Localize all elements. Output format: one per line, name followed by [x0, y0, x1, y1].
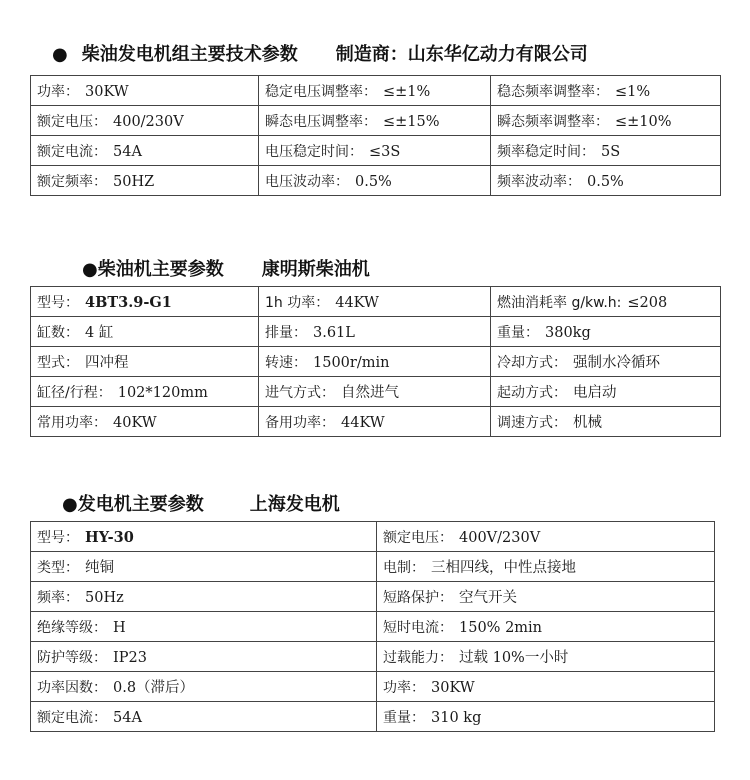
spec-cell [259, 317, 491, 347]
spec-label: 瞬态电压调整率： [265, 113, 377, 130]
spec-label: 额定电压： [37, 113, 107, 130]
spec-value: ≤±15% [383, 113, 440, 130]
spec-value: IP23 [113, 649, 147, 666]
spec-value: ≤208 [627, 294, 668, 311]
spec-value: 3.61L [313, 324, 355, 341]
section2-heading [82, 255, 370, 281]
spec-value: ≤1% [615, 83, 651, 100]
section2-title: 柴油机主要参数 [97, 259, 224, 280]
spec-label: 型式： [37, 355, 79, 371]
spec-value: 44KW [335, 294, 379, 311]
spec-value: 400/230V [113, 113, 184, 130]
section3-heading [62, 490, 340, 516]
spec-value: 空气开关 [459, 590, 517, 606]
spec-value: HY-30 [85, 528, 134, 546]
spec-cell [259, 287, 491, 317]
spec-cell [259, 407, 491, 437]
spec-label: 频率波动率： [497, 173, 581, 190]
spec-value: 44KW [341, 414, 385, 431]
bullet-icon: ● [62, 494, 78, 515]
table-row [31, 612, 715, 642]
spec-cell [259, 347, 491, 377]
spec-value: 4 缸 [85, 325, 114, 341]
spec-value: 电启动 [573, 385, 617, 401]
spec-label: 型号： [37, 529, 79, 546]
table-row [31, 287, 721, 317]
genset-spec-table [30, 75, 721, 196]
spec-value: 1500r/min [313, 354, 390, 371]
spec-label: 类型： [37, 560, 79, 576]
spec-value: 机械 [573, 415, 602, 431]
spec-cell [31, 702, 377, 732]
section3-title: 发电机主要参数 [77, 494, 204, 515]
table-row [31, 166, 721, 196]
table-row [31, 522, 715, 552]
spec-cell [31, 106, 259, 136]
spec-value: 三相四线，中性点接地 [431, 560, 576, 576]
spec-value: 50Hz [85, 589, 124, 606]
alternator-spec-table [30, 521, 715, 732]
spec-value: 四冲程 [85, 355, 129, 371]
table-row [31, 106, 721, 136]
spec-label: 燃油消耗率 g/kw.h: [497, 294, 622, 311]
engine-spec-table [30, 286, 721, 437]
spec-cell [491, 347, 721, 377]
spec-cell [491, 377, 721, 407]
table-row [31, 702, 715, 732]
spec-cell [31, 136, 259, 166]
spec-cell [31, 76, 259, 106]
table-row [31, 552, 715, 582]
spec-label: 频率稳定时间： [497, 143, 595, 160]
spec-label: 调速方式： [497, 415, 567, 431]
spec-label: 常用功率： [37, 414, 107, 431]
spec-cell [377, 582, 715, 612]
spec-cell [31, 287, 259, 317]
spec-value: 0.8（滞后） [113, 680, 195, 696]
spec-value: 40KW [113, 414, 157, 431]
spec-value: ≤±10% [615, 113, 672, 130]
spec-cell [377, 552, 715, 582]
spec-value: 过载 10%一小时 [459, 650, 569, 666]
spec-label: 稳态频率调整率： [497, 83, 609, 100]
spec-value: 310 kg [431, 709, 482, 726]
spec-label: 功率因数： [37, 680, 107, 696]
spec-value: ≤±1% [383, 83, 431, 100]
spec-value: H [113, 619, 126, 636]
spec-label: 备用功率： [265, 414, 335, 431]
table-row [31, 317, 721, 347]
bullet-icon: ● [82, 259, 98, 280]
spec-label: 1h 功率： [265, 294, 330, 311]
table-row [31, 76, 721, 106]
spec-label: 电压波动率： [265, 173, 349, 190]
spec-cell [31, 377, 259, 407]
manufacturer-label: 制造商：山东华亿动力有限公司 [335, 44, 588, 65]
spec-label: 进气方式： [265, 385, 335, 401]
spec-label: 短时电流： [383, 619, 453, 636]
spec-label: 缸数： [37, 325, 79, 341]
spec-cell [491, 407, 721, 437]
spec-cell [377, 672, 715, 702]
spec-cell [31, 522, 377, 552]
section1-heading [52, 40, 588, 66]
spec-value: ≤3S [369, 143, 401, 160]
table-row [31, 407, 721, 437]
table-row [31, 672, 715, 702]
spec-cell [31, 347, 259, 377]
spec-cell [31, 612, 377, 642]
spec-cell [491, 136, 721, 166]
spec-label: 稳定电压调整率： [265, 83, 377, 100]
spec-value: 30KW [431, 679, 475, 696]
table-row [31, 377, 721, 407]
spec-cell [377, 702, 715, 732]
spec-label: 额定频率： [37, 173, 107, 190]
table-row [31, 642, 715, 672]
spec-cell [491, 106, 721, 136]
spec-value: 30KW [85, 83, 129, 100]
spec-value: 0.5% [587, 173, 624, 190]
spec-value: 400V/230V [459, 529, 541, 546]
table-row [31, 136, 721, 166]
spec-label: 防护等级： [37, 649, 107, 666]
spec-value: 强制水冷循环 [573, 355, 660, 371]
bullet-icon: ● [52, 44, 68, 65]
spec-cell [377, 522, 715, 552]
section1-title: 柴油发电机组主要技术参数 [81, 44, 298, 65]
spec-cell [31, 642, 377, 672]
spec-cell [259, 76, 491, 106]
spec-cell [259, 136, 491, 166]
spec-value: 102*120mm [117, 384, 208, 401]
spec-value: 54A [113, 143, 142, 160]
spec-label: 过载能力： [383, 650, 453, 666]
spec-label: 重量： [497, 324, 539, 341]
spec-cell [491, 287, 721, 317]
spec-value: 150% 2min [459, 619, 543, 636]
spec-value: 自然进气 [341, 385, 399, 401]
spec-cell [31, 582, 377, 612]
table-row [31, 347, 721, 377]
spec-label: 额定电流： [37, 709, 107, 726]
spec-label: 转速： [265, 354, 307, 371]
spec-cell [259, 166, 491, 196]
spec-value: 4BT3.9-G1 [85, 293, 172, 311]
spec-cell [259, 377, 491, 407]
spec-label: 缸径/行程： [37, 384, 112, 401]
spec-label: 功率： [37, 83, 79, 100]
spec-label: 短路保护： [383, 590, 453, 606]
spec-value: 50HZ [113, 173, 155, 190]
spec-label: 型号： [37, 294, 79, 311]
engine-brand-label: 康明斯柴油机 [261, 259, 370, 280]
alternator-brand-label: 上海发电机 [249, 494, 340, 515]
spec-value: 5S [601, 143, 621, 160]
spec-label: 绝缘等级： [37, 619, 107, 636]
spec-cell [377, 642, 715, 672]
spec-label: 额定电流： [37, 143, 107, 160]
spec-cell [491, 317, 721, 347]
spec-label: 功率： [383, 679, 425, 696]
spec-label: 频率： [37, 589, 79, 606]
spec-value: 54A [113, 709, 142, 726]
spec-cell [491, 76, 721, 106]
spec-cell [31, 552, 377, 582]
spec-cell [377, 612, 715, 642]
table-row [31, 582, 715, 612]
spec-cell [31, 672, 377, 702]
spec-label: 冷却方式： [497, 355, 567, 371]
spec-label: 电制： [383, 560, 425, 576]
spec-cell [31, 317, 259, 347]
spec-label: 电压稳定时间： [265, 143, 363, 160]
spec-value: 0.5% [355, 173, 392, 190]
spec-cell [31, 166, 259, 196]
spec-cell [491, 166, 721, 196]
spec-cell [259, 106, 491, 136]
spec-label: 瞬态频率调整率： [497, 113, 609, 130]
spec-cell [31, 407, 259, 437]
spec-label: 重量： [383, 709, 425, 726]
spec-value: 纯铜 [85, 560, 114, 576]
spec-label: 排量： [265, 324, 307, 341]
spec-label: 额定电压： [383, 529, 453, 546]
spec-label: 起动方式： [497, 385, 567, 401]
spec-value: 380kg [545, 324, 591, 341]
